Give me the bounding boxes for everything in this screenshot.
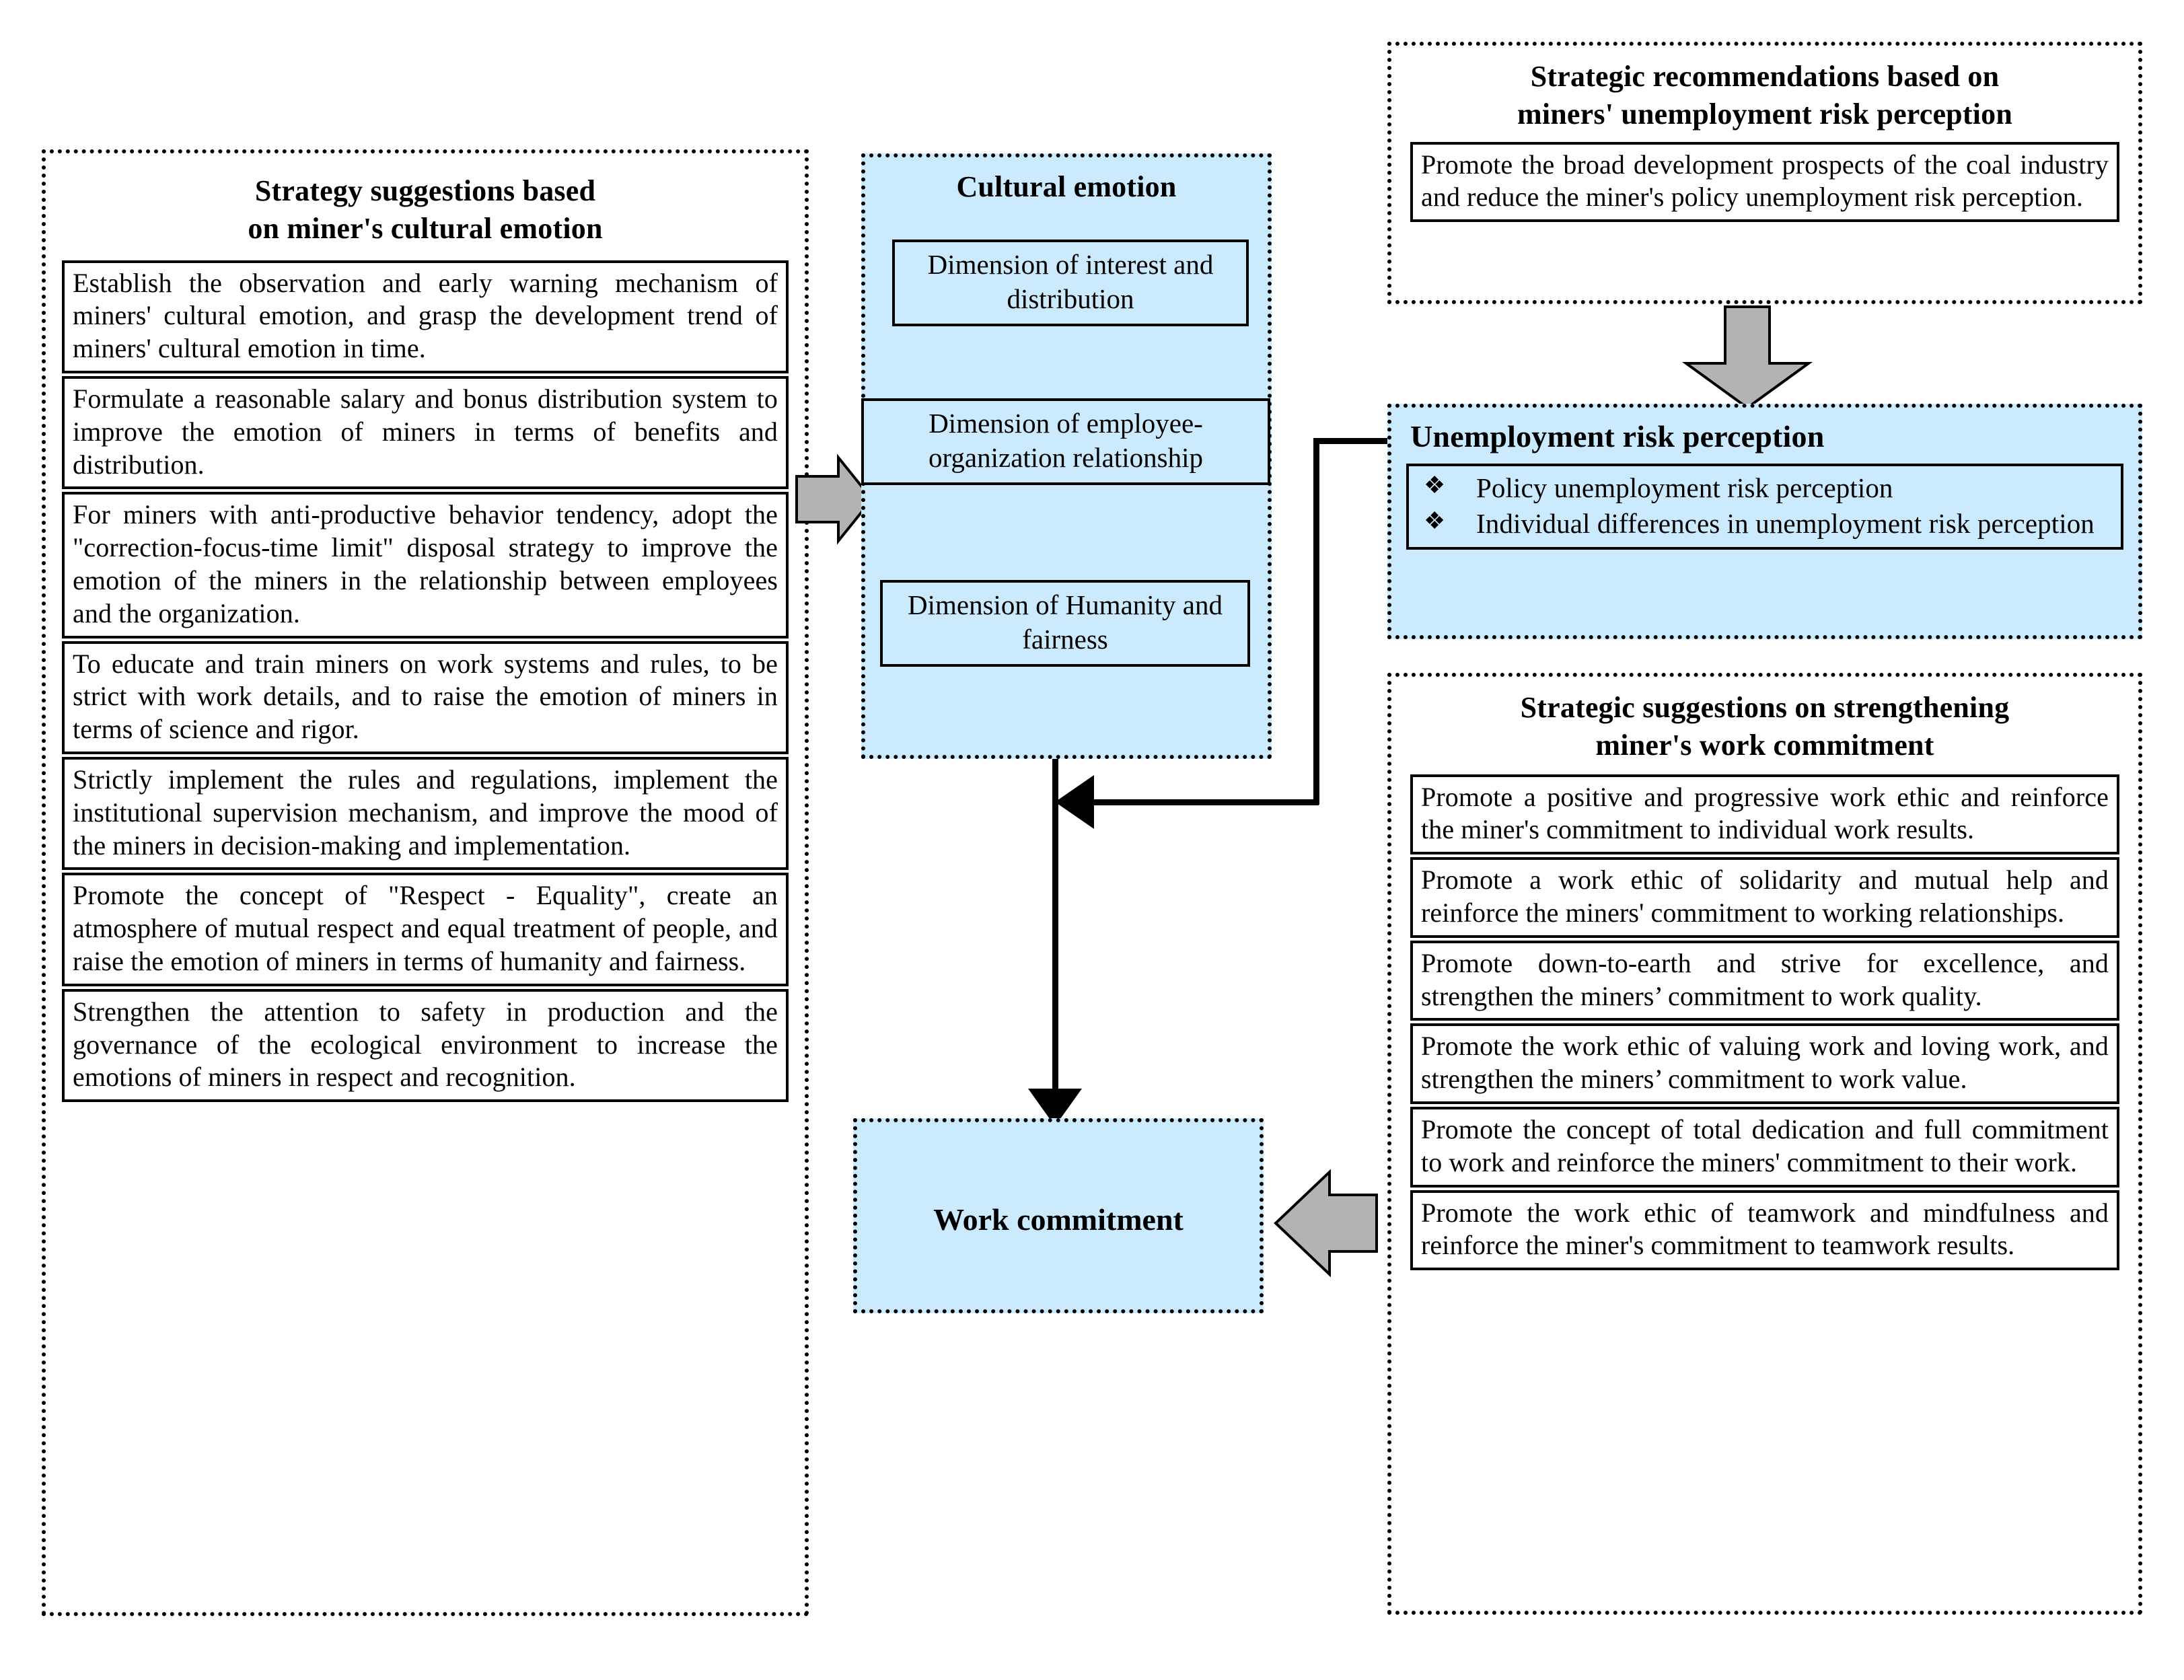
commitment-box: Promote down-to-earth and strive for excellence, and strengthen the miners’ commitment to work quality. xyxy=(1410,941,2119,1021)
commitment-box: Promote a positive and progressive work ethic and reinforce the miner's commitment to individual work results. xyxy=(1410,774,2119,855)
panel-rbot-title-line1: Strategic suggestions on strengthening xyxy=(1520,691,2010,724)
gray-down-arrow-icon xyxy=(1677,304,1818,412)
strategy-box: Establish the observation and early warning mechanism of miners' cultural emotion, and grasp the development trend of miners' cultural emotion in time. xyxy=(62,260,789,373)
panel-work-commitment xyxy=(853,1118,1264,1313)
panel-rtop-title xyxy=(1410,58,2119,134)
panel-cultural-emotion xyxy=(861,153,1272,759)
diamond-bullet-icon: ❖ xyxy=(1424,507,1446,535)
recommendation-box: Promote the broad development prospects of the coal industry and reduce the miner's policy unemployment risk perception. xyxy=(1410,142,2119,223)
connector-vertical-right xyxy=(1313,438,1319,805)
strategy-box: Promote the concept of "Respect - Equality", create an atmosphere of mutual respect and equal treatment of people, and raise the emotion of miners in terms of humanity and fairness. xyxy=(62,873,789,986)
panel-rbot-title xyxy=(1410,689,2119,765)
commitment-box: Promote the concept of total dedication and full commitment to work and reinforce the miners' commitment to their work. xyxy=(1410,1107,2119,1188)
cultural-emotion-title: Cultural emotion xyxy=(956,170,1177,203)
connector-horizontal-top xyxy=(1313,438,1394,444)
panel-left-title-line1: Strategy suggestions based xyxy=(254,174,596,207)
panel-work-commitment-suggestions xyxy=(1387,673,2142,1615)
commitment-box: Promote the work ethic of teamwork and mindfulness and reinforce the miner's commitment to teamwork results. xyxy=(1410,1190,2119,1271)
dimension-box-employee-organization: Dimension of employee-organization relationship xyxy=(861,398,1270,485)
list-item xyxy=(1417,470,2113,506)
list-item xyxy=(1417,506,2113,542)
bullet-label: Policy unemployment risk perception xyxy=(1476,472,1893,503)
dimension-box-humanity-fairness: Dimension of Humanity and fairness xyxy=(880,580,1250,667)
panel-rbot-item-stack xyxy=(1410,774,2119,1271)
panel-left-title xyxy=(62,172,789,248)
commitment-box: Promote a work ethic of solidarity and mutual help and reinforce the miners' commitment to working relationships. xyxy=(1410,857,2119,938)
bullet-label: Individual differences in unemployment risk perception xyxy=(1476,508,2095,540)
panel-rtop-title-line1: Strategic recommendations based on xyxy=(1530,60,2000,93)
strategy-box: Strengthen the attention to safety in production and the governance of the ecological environment to increase the emotions of miners in respect and recognition. xyxy=(62,989,789,1102)
panel-left-item-stack xyxy=(62,260,789,1103)
panel-strategic-recommendations xyxy=(1387,42,2142,304)
panel-unemployment-risk-perception xyxy=(1387,404,2142,639)
diamond-bullet-icon: ❖ xyxy=(1424,471,1446,499)
unemployment-risk-title: Unemployment risk perception xyxy=(1410,419,1825,453)
unemployment-bullet-box xyxy=(1406,464,2123,550)
gray-left-arrow-icon xyxy=(1272,1163,1379,1284)
connector-horizontal-bottom xyxy=(1083,799,1319,805)
strategy-box: Formulate a reasonable salary and bonus distribution system to improve the emotion of miners in terms of benefits and distribution. xyxy=(62,376,789,489)
panel-rbot-title-line2: miner's work commitment xyxy=(1595,729,1934,762)
strategy-box: Strictly implement the rules and regulations, implement the institutional supervision mechanism, and improve the mood of the miners in decision-making and implementation. xyxy=(62,757,789,870)
work-commitment-title: Work commitment xyxy=(933,1202,1184,1237)
strategy-box: To educate and train miners on work systems and rules, to be strict with work details, and to raise the emotion of miners in terms of science and rigor. xyxy=(62,641,789,754)
commitment-box: Promote the work ethic of valuing work and loving work, and strengthen the miners’ commitment to work value. xyxy=(1410,1023,2119,1104)
panel-left-title-line2: on miner's cultural emotion xyxy=(248,212,603,246)
panel-rtop-title-line2: miners' unemployment risk perception xyxy=(1517,98,2013,131)
panel-strategy-cultural-emotion xyxy=(42,149,809,1616)
black-left-arrowhead-icon xyxy=(1055,775,1094,829)
strategy-box: For miners with anti-productive behavior tendency, adopt the "correction-focus-time limit" disposal strategy to improve the emotion of the miners in the relationship between employees and the organization. xyxy=(62,492,789,638)
dimension-box-interest-distribution: Dimension of interest and distribution xyxy=(892,240,1249,326)
